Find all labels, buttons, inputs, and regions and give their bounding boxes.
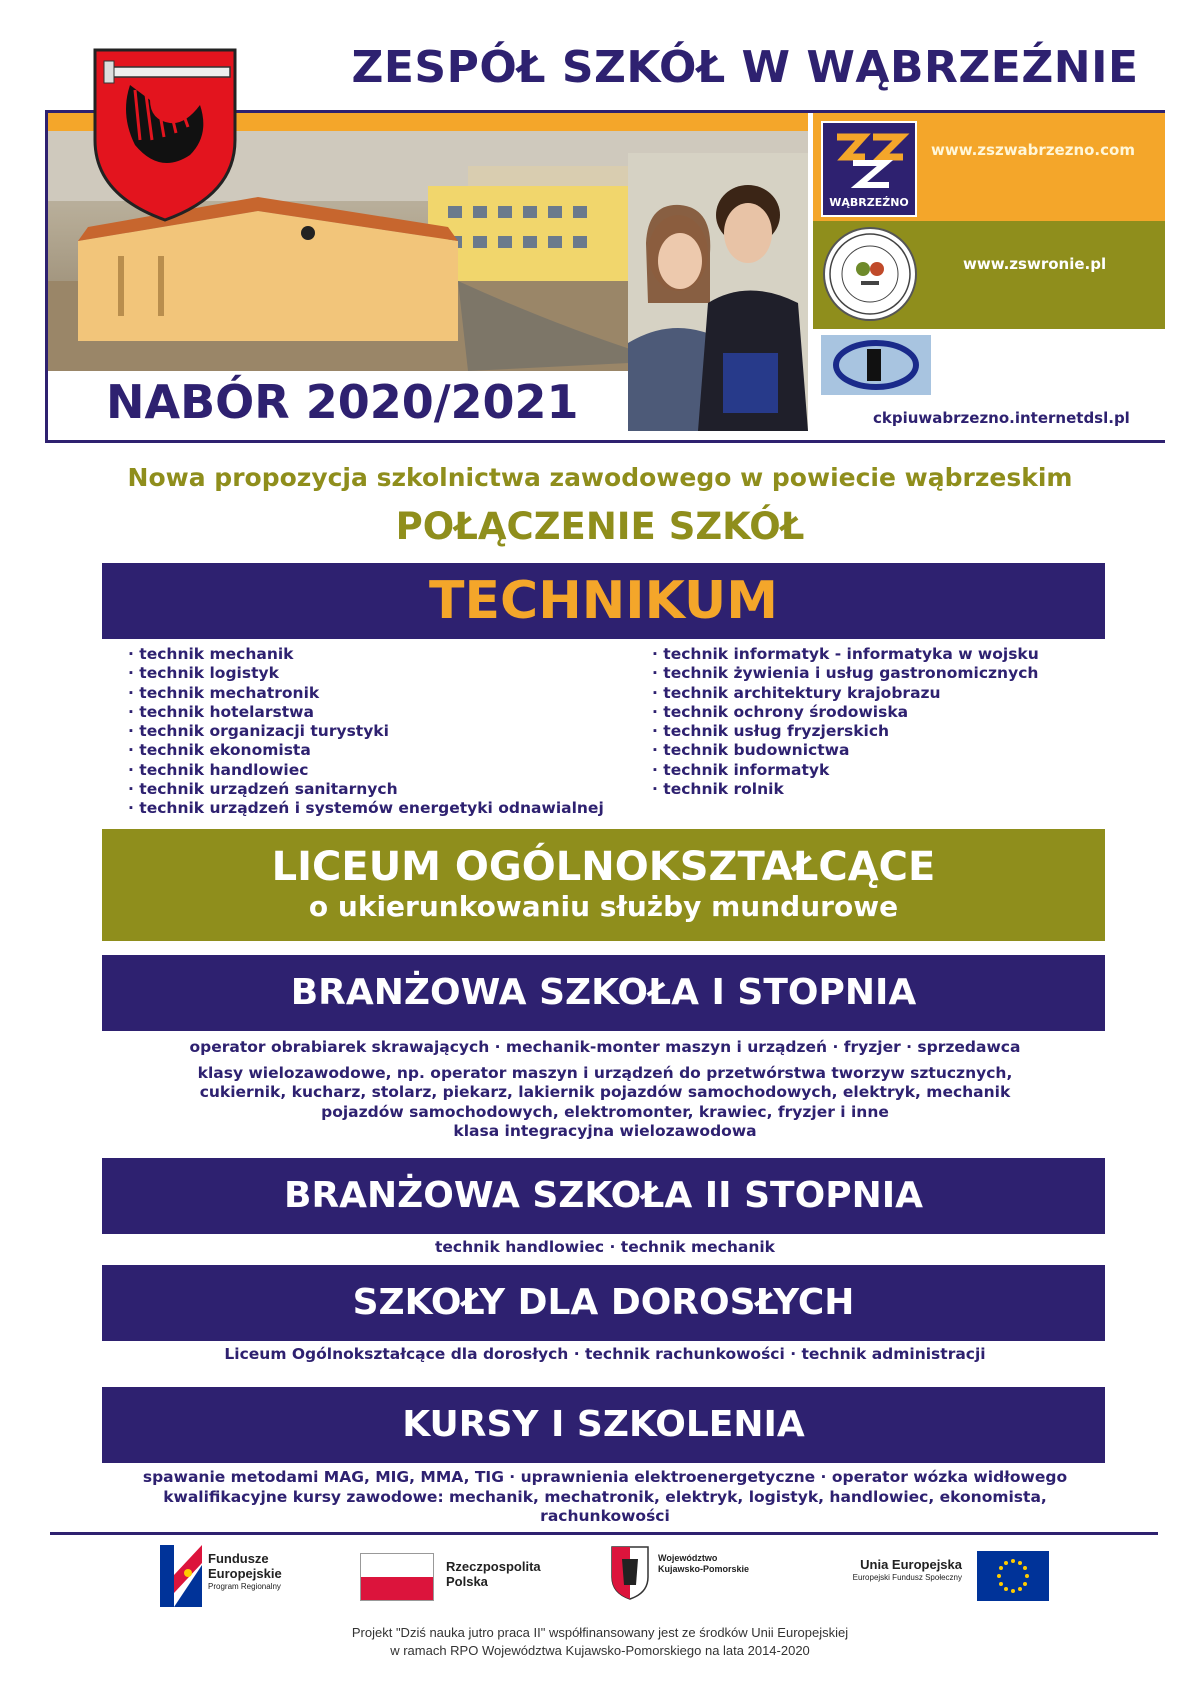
section-dorosli-title: SZKOŁY DLA DOROSŁYCH — [102, 1265, 1105, 1341]
fundusze-europejskie-icon — [160, 1545, 202, 1607]
wk-line2: Kujawsko-Pomorskie — [658, 1564, 750, 1574]
funding-logos — [0, 1545, 1200, 1620]
rp-line1: Rzeczpospolita — [446, 1559, 541, 1574]
eu-flag-icon — [977, 1551, 1049, 1601]
section-liceum-subtitle: o ukierunkowaniu służby mundurowe — [308, 890, 899, 923]
kursy-description — [100, 1468, 1110, 1527]
list-item: · technik handlowiec — [128, 761, 604, 780]
zsz-logo-icon — [821, 121, 917, 217]
polish-flag-icon — [360, 1553, 434, 1601]
rp-line2: Polska — [446, 1574, 488, 1589]
wronie-info-box — [813, 221, 1165, 329]
zsz-logo-label: WĄBRZEŹNO — [829, 196, 909, 209]
wojewodztwo-crest-icon — [610, 1545, 650, 1601]
ue-line2: Europejski Fundusz Społeczny — [852, 1573, 962, 1582]
description-line: kwalifikacyjne kursy zawodowe: mechanik, mechatronik, elektryk, logistyk, handlowiec, ekonomista, — [163, 1487, 1047, 1506]
description-line: rachunkowości — [540, 1507, 670, 1525]
footer-divider — [50, 1532, 1158, 1535]
list-item: · technik logistyk — [128, 664, 604, 683]
list-item: · technik architektury krajobrazu — [652, 684, 1039, 703]
section-branzowa-1-title: BRANŻOWA SZKOŁA I STOPNIA — [102, 955, 1105, 1031]
branzowa-1-description — [100, 1038, 1110, 1142]
ckp-info-box — [813, 329, 1165, 440]
recruitment-year: NABÓR 2020/2021 — [106, 375, 579, 429]
list-item: · technik ochrony środowiska — [652, 703, 1039, 722]
list-item: · technik mechanik — [128, 645, 604, 664]
list-item: · technik usług fryzjerskich — [652, 722, 1039, 741]
description-line: klasa integracyjna wielozawodowa — [453, 1122, 757, 1140]
page-title: ZESPÓŁ SZKÓŁ W WĄBRZEŹNIE — [351, 42, 1139, 93]
wk-line1: Województwo — [658, 1553, 718, 1563]
description-line: cukiernik, kucharz, stolarz, piekarz, lakiernik pojazdów samochodowych, elektryk, mechanik — [199, 1083, 1011, 1101]
list-item: · technik informatyk - informatyka w wojsku — [652, 645, 1039, 664]
list-item: · technik organizacji turystyki — [128, 722, 604, 741]
technikum-list-right — [652, 645, 1039, 799]
list-item: · technik rolnik — [652, 780, 1039, 799]
description-line: operator obrabiarek skrawających · mechanik-monter maszyn i urządzeń · fryzjer · sprzedawca — [189, 1038, 1021, 1056]
branzowa-2-description — [100, 1238, 1110, 1258]
coat-of-arms-icon — [90, 45, 240, 225]
technikum-list-left — [128, 645, 604, 819]
description-line: spawanie metodami MAG, MIG, MMA, TIG · uprawnienia elektroenergetyczne · operator wózka widłowego — [142, 1468, 1068, 1486]
footer-line1: Projekt "Dziś nauka jutro praca II" współfinansowany jest ze środków Unii Europejskiej — [351, 1625, 849, 1640]
list-item: · technik urządzeń sanitarnych — [128, 780, 604, 799]
description-line: pojazdów samochodowych, elektromonter, krawiec, fryzjer i inne — [321, 1102, 889, 1121]
section-liceum — [102, 829, 1105, 941]
description-line: Liceum Ogólnokształcące dla dorosłych · technik rachunkowości · technik administracji — [224, 1345, 986, 1363]
wronie-school-seal-icon — [823, 227, 917, 321]
tagline: Nowa propozycja szkolnictwa zawodowego w powiecie wąbrzeskim — [127, 463, 1073, 492]
url-ckpiuwabrzezno[interactable]: ckpiuwabrzezno.internetdsl.pl — [873, 409, 1130, 427]
list-item: · technik informatyk — [652, 761, 1039, 780]
fe-line2: Europejskie — [208, 1566, 282, 1581]
project-footer — [0, 1624, 1200, 1660]
list-item: · technik hotelarstwa — [128, 703, 604, 722]
zsz-info-box — [813, 113, 1165, 221]
description-line: klasy wielozawodowe, np. operator maszyn i urządzeń do przetwórstwa tworzyw sztucznych, — [197, 1063, 1013, 1082]
list-item: · technik urządzeń i systemów energetyki odnawialnej — [128, 799, 604, 818]
section-liceum-title: LICEUM OGÓLNOKSZTAŁCĄCE — [271, 844, 936, 890]
fe-line1: Fundusze — [208, 1551, 269, 1566]
students-photo — [628, 153, 808, 431]
url-zswronie[interactable]: www.zswronie.pl — [963, 255, 1107, 273]
list-item: · technik mechatronik — [128, 684, 604, 703]
list-item: · technik ekonomista — [128, 741, 604, 760]
ckp-logo-icon — [821, 335, 931, 395]
url-zszwabrzezno[interactable]: www.zszwabrzezno.com — [931, 141, 1135, 159]
section-technikum-title: TECHNIKUM — [102, 563, 1105, 639]
ue-line1: Unia Europejska — [860, 1557, 962, 1572]
description-line: technik handlowiec · technik mechanik — [435, 1238, 775, 1256]
section-kursy-title: KURSY I SZKOLENIA — [102, 1387, 1105, 1463]
footer-line2: w ramach RPO Województwa Kujawsko-Pomorskiego na lata 2014-2020 — [390, 1643, 810, 1658]
list-item: · technik budownictwa — [652, 741, 1039, 760]
section-branzowa-2-title: BRANŻOWA SZKOŁA II STOPNIA — [102, 1158, 1105, 1234]
dorosli-description — [100, 1345, 1110, 1365]
list-item: · technik żywienia i usług gastronomicznych — [652, 664, 1039, 683]
headline-polaczenie: POŁĄCZENIE SZKÓŁ — [395, 505, 805, 548]
fe-line3: Program Regionalny — [208, 1582, 281, 1591]
